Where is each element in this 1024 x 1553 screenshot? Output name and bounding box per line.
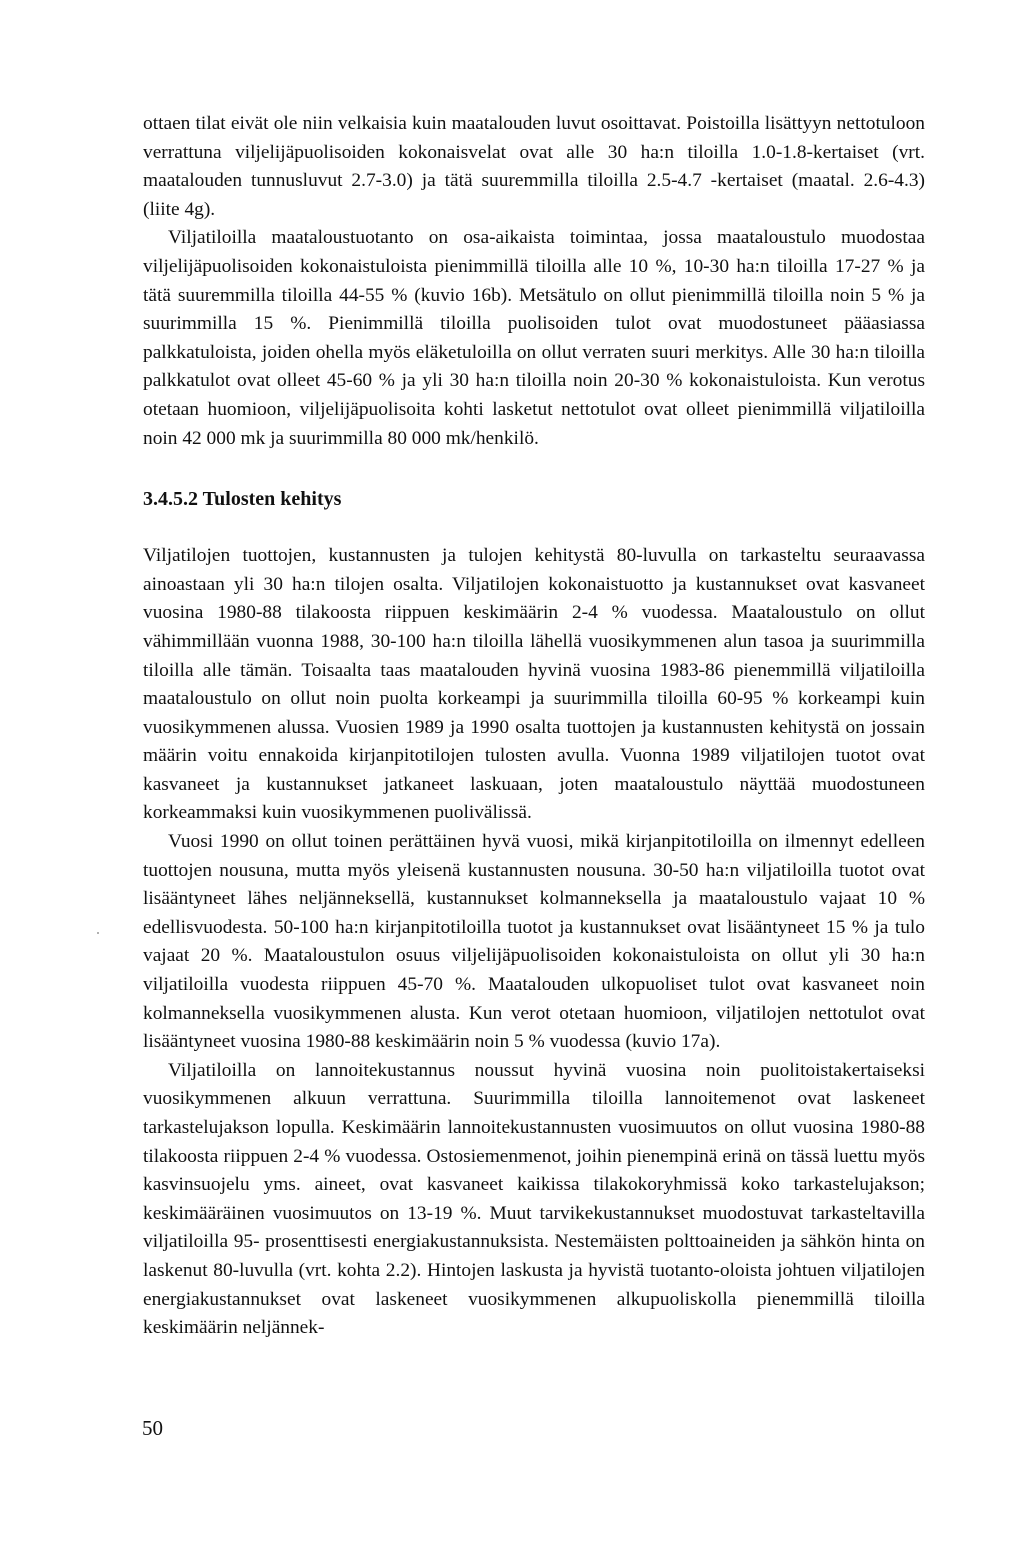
paragraph-3: Viljatilojen tuottojen, kustannusten ja tulojen kehitystä 80-luvulla on tarkasteltu seuraavassa ainoastaan yli 30 ha:n tilojen osalta. Viljatilojen kokonaistuotto ja kustannukset ovat kasvaneet vuosina 1980-88 tilakoosta riippuen keskimäärin 2-4 % vuodessa. Maataloustulo on ollut vähimmillään vuonna 1988, 30-100 ha:n tiloilla lähellä vuosikymmenen alun tasoa ja suurimmilla tiloilla alle tämän. Toisaalta taas maatalouden hyvinä vuosina 1983-86 pienemmillä viljatiloilla maataloustulo on ollut noin puolta korkeampi ja suurimmilla tiloilla 60-95 % korkeampi kuin vuosikymmenen alussa. Vuosien 1989 ja 1990 osalta tuottojen ja kustannusten kehitystä on jossain määrin voitu ennakoida kirjanpitotilojen tulosten avulla. Vuonna 1989 viljatilojen tuotot ovat kasvaneet ja kustannukset jatkaneet laskuaan, joten maataloustulo näyttää muodostuneen korkeammaksi kuin vuosikymmenen puolivälissä. xyxy=(143,545,925,824)
margin-mark xyxy=(97,932,99,934)
paragraph-1: ottaen tilat eivät ole niin velkaisia kuin maatalouden luvut osoittavat. Poistoilla lisättyyn nettotuloon verrattuna viljelijäpuolisoiden kokonaisvelat ovat alle 30 ha:n tiloilla 1.0-1.8-kertaiset (vrt. maatalouden tunnusluvut 2.7-3.0) ja tätä suuremmilla tiloilla 2.5-4.7 -kertaiset (maatal. 2.6-4.3) (liite 4g). xyxy=(143,113,925,220)
paragraph-4: Vuosi 1990 on ollut toinen perättäinen hyvä vuosi, mikä kirjanpitotiloilla on ilmennyt edelleen tuottojen nousuna, mutta myös yleisenä kustannusten nousuna. 30-50 ha:n viljatiloilla tuotot ovat lisääntyneet lähes neljänneksellä, kustannukset kolmanneksella ja maataloustulo vajaat 10 % edellisvuodesta. 50-100 ha:n kirjanpitotiloilla tuotot ja kustannukset ovat lisääntyneet 15 % ja tulo vajaat 20 %. Maataloustulon osuus viljelijäpuolisoiden kokonaistuloista on ollut yli 30 ha:n viljatiloilla vuodesta riippuen 45-70 %. Maatalouden ulkopuoliset tulot ovat kasvaneet noin kolmanneksella vuosikymmenen alusta. Kun verot otetaan huomioon, viljatilojen nettotulot ovat lisääntyneet vuosina 1980-88 keskimäärin noin 5 % vuodessa (kuvio 17a). xyxy=(143,831,925,1053)
paragraph-2: Viljatiloilla maataloustuotanto on osa-aikaista toimintaa, jossa maataloustulo muodostaa viljelijäpuolisoiden kokonaistuloista pienimmillä tiloilla alle 10 %, 10-30 ha:n tiloilla 17-27 % ja tätä suuremmilla tiloilla 44-55 % (kuvio 16b). Metsätulo on ollut pienimmillä tiloilla noin 5 % ja suurimmilla 15 %. Pienimmillä tiloilla puolisoiden tulot ovat muodostuneet pääasiassa palkkatuloista, joiden ohella myös eläketuloilla on ollut verraten suuri merkitys. Alle 30 ha:n tiloilla palkkatulot ovat olleet 45-60 % ja yli 30 ha:n tiloilla noin 20-30 % kokonaistuloista. Kun verotus otetaan huomioon, viljelijäpuolisoita kohti lasketut nettotulot ovat olleet pienimmillä viljatiloilla noin 42 000 mk ja suurimmilla 80 000 mk/henkilö. xyxy=(143,227,925,449)
section-heading: 3.4.5.2 Tulosten kehitys xyxy=(143,488,342,511)
paragraph-5: Viljatiloilla on lannoitekustannus noussut hyvinä vuosina noin puolitoistakertaiseksi vuosikymmenen alkuun verrattuna. Suurimmilla tiloilla lannoitemenot ovat laskeneet tarkastelujakson lopulla. Keskimäärin lannoitekustannusten vuosimuutos on ollut vuosina 1980-88 tilakoosta riippuen 2-4 % vuodessa. Ostosiemenmenot, joihin pienempinä erinä on tässä luettu myös kasvinsuojelu yms. aineet, ovat kasvaneet kaikissa tilakokoryhmissä koko tarkastelujakson; keskimääräinen vuosimuutos on 13-19 %. Muut tarvikekustannukset muodostuvat tarkasteltavilla viljatiloilla 95- prosenttisesti energiakustannuksista. Nestemäisten polttoaineiden ja sähkön hinta on laskenut 80-luvulla (vrt. kohta 2.2). Hintojen laskusta ja hyvistä tuotanto-oloista johtuen viljatilojen energiakustannukset ovat laskeneet vuosikymmenen alkupuoliskolla pienemmillä tiloilla keskimäärin neljännek- xyxy=(143,1059,925,1339)
page-body xyxy=(143,110,925,1343)
page-number: 50 xyxy=(142,1416,163,1440)
